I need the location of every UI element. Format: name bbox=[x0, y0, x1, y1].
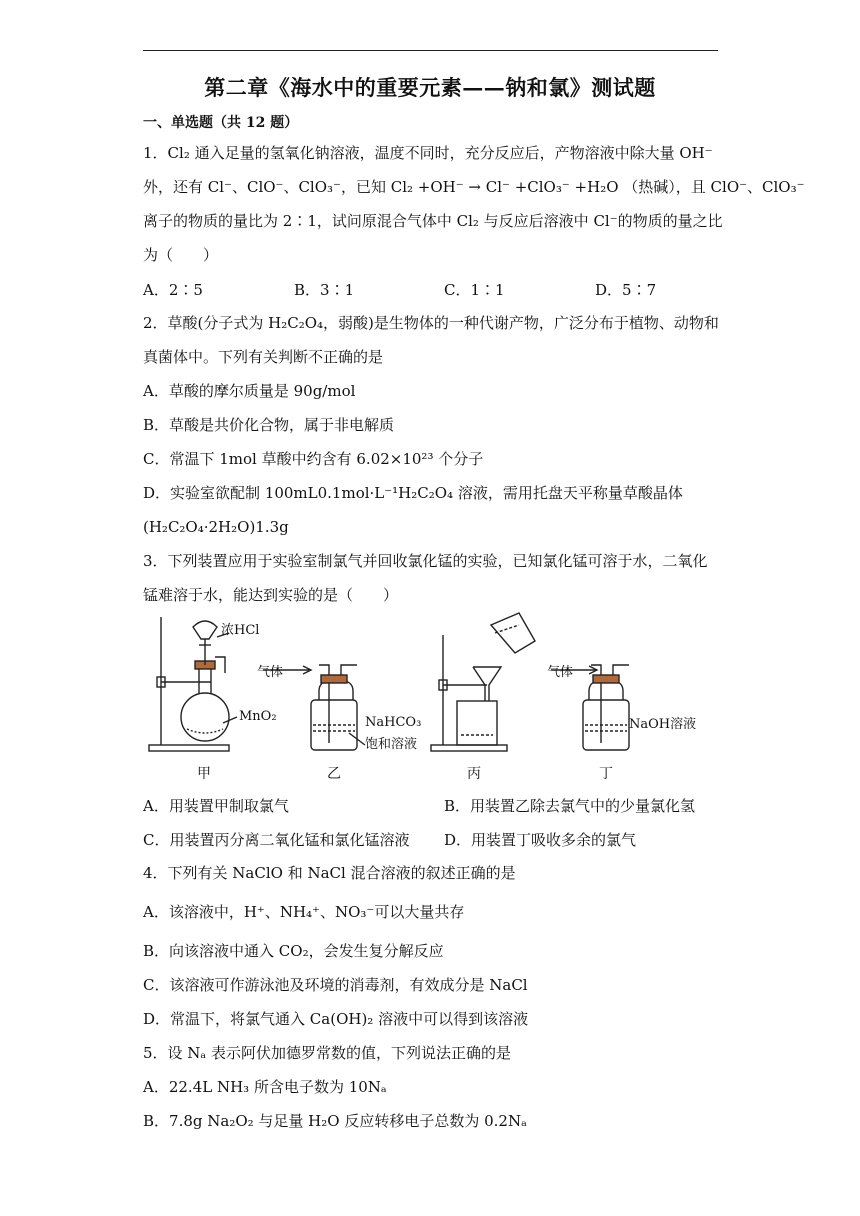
q5-line-1: 5．设 Nₐ 表示阿伏加德罗常数的值，下列说法正确的是 bbox=[143, 1044, 511, 1062]
apparatus-figures bbox=[143, 605, 723, 785]
caption-yi: 乙 bbox=[327, 766, 341, 782]
q3-option-d: D．用装置丁吸收多余的氯气 bbox=[444, 831, 637, 849]
q1-option-d: D．5∶7 bbox=[595, 281, 657, 299]
label-nahco3: NaHCO₃ bbox=[365, 715, 422, 730]
caption-bing: 丙 bbox=[467, 766, 481, 782]
q3-option-b: B．用装置乙除去氯气中的少量氯化氢 bbox=[444, 797, 696, 815]
q1-option-a: A．2∶5 bbox=[143, 281, 203, 299]
page-title: 第二章《海水中的重要元素——钠和氯》测试题 bbox=[204, 75, 656, 100]
label-mno2: MnO₂ bbox=[239, 709, 277, 724]
q4-option-b: B．向该溶液中通入 CO₂，会发生复分解反应 bbox=[143, 942, 444, 960]
pouring-beaker bbox=[491, 613, 535, 653]
q1-line-2: 外，还有 Cl⁻、ClO⁻、ClO₃⁻，已知 Cl₂ +OH⁻ → Cl⁻ +ClO₃⁻ +H₂O （热碱），且 ClO⁻、ClO₃⁻ bbox=[143, 178, 805, 196]
label-gas-yi: 气体 bbox=[257, 665, 284, 680]
q1-option-c: C．1∶1 bbox=[444, 281, 505, 299]
q5-option-a: A．22.4L NH₃ 所含电子数为 10Nₐ bbox=[143, 1078, 387, 1096]
label-gas-ding: 气体 bbox=[547, 665, 574, 680]
q5-option-b: B．7.8g Na₂O₂ 与足量 H₂O 反应转移电子总数为 0.2Nₐ bbox=[143, 1112, 527, 1130]
caption-ding: 丁 bbox=[599, 766, 613, 782]
q2-line-1: 2．草酸(分子式为 H₂C₂O₄，弱酸)是生物体的一种代谢产物，广泛分布于植物、动物和 bbox=[143, 314, 719, 332]
q2-option-b: B．草酸是共价化合物，属于非电解质 bbox=[143, 416, 395, 434]
round-flask bbox=[181, 693, 229, 741]
q1-line-4: 为（ ） bbox=[143, 246, 219, 264]
q2-option-a: A．草酸的摩尔质量是 90g/mol bbox=[143, 382, 356, 400]
caption-jia: 甲 bbox=[197, 766, 211, 782]
q4-option-d: D．常温下，将氯气通入 Ca(OH)₂ 溶液中可以得到该溶液 bbox=[143, 1010, 529, 1028]
q3-line-1: 3．下列装置应用于实验室制氯气并回收氯化锰的实验，已知氯化锰可溶于水，二氧化 bbox=[143, 552, 708, 570]
q1-line-3: 离子的物质的量比为 2∶1，试问原混合气体中 Cl₂ 与反应后溶液中 Cl⁻的物质的量之比 bbox=[143, 212, 723, 230]
separatory-funnel bbox=[193, 621, 217, 639]
q4-line-1: 4．下列有关 NaClO 和 NaCl 混合溶液的叙述正确的是 bbox=[143, 864, 516, 882]
q2-option-d-cont: (H₂C₂O₄·2H₂O)1.3g bbox=[143, 518, 289, 536]
q1-option-b: B．3∶1 bbox=[294, 281, 355, 299]
section-heading: 一、单选题（共 12 题） bbox=[143, 115, 299, 131]
beaker-bing bbox=[457, 701, 497, 745]
q3-option-a: A．用装置甲制取氯气 bbox=[143, 797, 289, 815]
stopper-yi bbox=[321, 675, 347, 683]
stopper-ding bbox=[593, 675, 619, 683]
header-rule bbox=[143, 50, 718, 51]
q3-option-c: C．用装置丙分离二氧化锰和氯化锰溶液 bbox=[143, 831, 410, 849]
stand-base-jia bbox=[149, 745, 229, 751]
q1-line-1: 1．Cl₂ 通入足量的氢氧化钠溶液，温度不同时，充分反应后，产物溶液中除大量 OH⁻ bbox=[143, 144, 713, 162]
stand-base-bing bbox=[431, 745, 507, 751]
q3-line-2: 锰难溶于水，能达到实验的是（ ） bbox=[143, 586, 399, 604]
q4-option-a: A．该溶液中，H⁺、NH₄⁺、NO₃⁻可以大量共存 bbox=[143, 903, 465, 921]
q2-option-d: D．实验室欲配制 100mL0.1mol·L⁻¹H₂C₂O₄ 溶液，需用托盘天平称量草酸晶体 bbox=[143, 484, 683, 502]
q2-option-c: C．常温下 1mol 草酸中约含有 6.02×10²³ 个分子 bbox=[143, 450, 484, 468]
label-saturated: 饱和溶液 bbox=[365, 737, 418, 752]
q2-line-2: 真菌体中。下列有关判断不正确的是 bbox=[143, 348, 384, 366]
label-hcl: 浓HCl bbox=[221, 623, 260, 638]
label-naoh: NaOH溶液 bbox=[629, 717, 697, 732]
q4-option-c: C．该溶液可作游泳池及环境的消毒剂，有效成分是 NaCl bbox=[143, 976, 528, 994]
